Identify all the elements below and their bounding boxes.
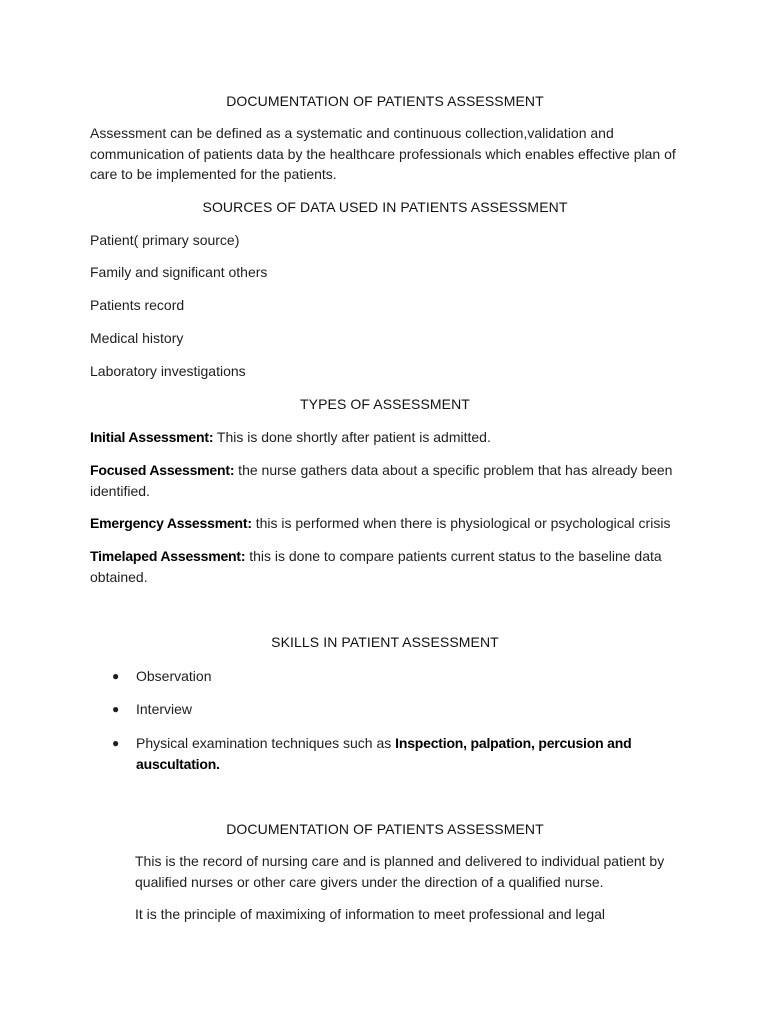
- assessment-type: [90, 513, 680, 534]
- assessment-type: [90, 427, 680, 448]
- assessment-type-term: Timelaped Assessment:: [90, 548, 246, 564]
- source-item: Laboratory investigations: [90, 363, 246, 379]
- source-item: Medical history: [90, 330, 184, 346]
- sources-heading: SOURCES OF DATA USED IN PATIENTS ASSESSMENT: [202, 199, 568, 215]
- skill-text: Observation: [136, 668, 212, 684]
- assessment-type-description: this is done to compare patients current status to the baseline data obtained.: [90, 548, 662, 585]
- assessment-type: [90, 546, 680, 587]
- skill-text: Physical examination techniques such as: [136, 735, 396, 751]
- intro-paragraph: Assessment can be defined as a systematic and continuous collection,validation and communication of patients data by the healthcare professionals which enables effective plan of care to be implemented for the patients.: [90, 125, 676, 182]
- bullet-icon: ●: [112, 736, 120, 750]
- document-title: DOCUMENTATION OF PATIENTS ASSESSMENT: [226, 93, 544, 109]
- documentation-paragraph: This is the record of nursing care and is planned and delivered to individual patient by qualified nurses or other care givers under the direction of a qualified nurse.: [135, 853, 665, 890]
- source-item: Patients record: [90, 297, 185, 313]
- skill-emphasis: Inspection, palpation, percusion and auscultation.: [136, 735, 632, 772]
- skills-heading: SKILLS IN PATIENT ASSESSMENT: [271, 634, 499, 650]
- source-item: Patient( primary source): [90, 232, 240, 248]
- bullet-icon: ●: [112, 702, 120, 716]
- assessment-type: [90, 460, 680, 501]
- documentation-paragraph: It is the principle of maximixing of information to meet professional and legal: [135, 906, 606, 922]
- skill-text-block: [136, 733, 666, 774]
- documentation-heading: DOCUMENTATION OF PATIENTS ASSESSMENT: [226, 821, 544, 837]
- assessment-type-description: This is done shortly after patient is admitted.: [213, 429, 491, 445]
- assessment-type-term: Initial Assessment:: [90, 429, 214, 445]
- bullet-icon: ●: [112, 669, 120, 683]
- source-item: Family and significant others: [90, 264, 268, 280]
- assessment-type-description: the nurse gathers data about a specific problem that has already been identified.: [90, 462, 673, 499]
- assessment-type-description: this is performed when there is physiological or psychological crisis: [251, 515, 671, 531]
- skill-text: Interview: [136, 701, 193, 717]
- assessment-type-term: Emergency Assessment:: [90, 515, 252, 531]
- assessment-type-term: Focused Assessment:: [90, 462, 235, 478]
- types-heading: TYPES OF ASSESSMENT: [300, 396, 470, 412]
